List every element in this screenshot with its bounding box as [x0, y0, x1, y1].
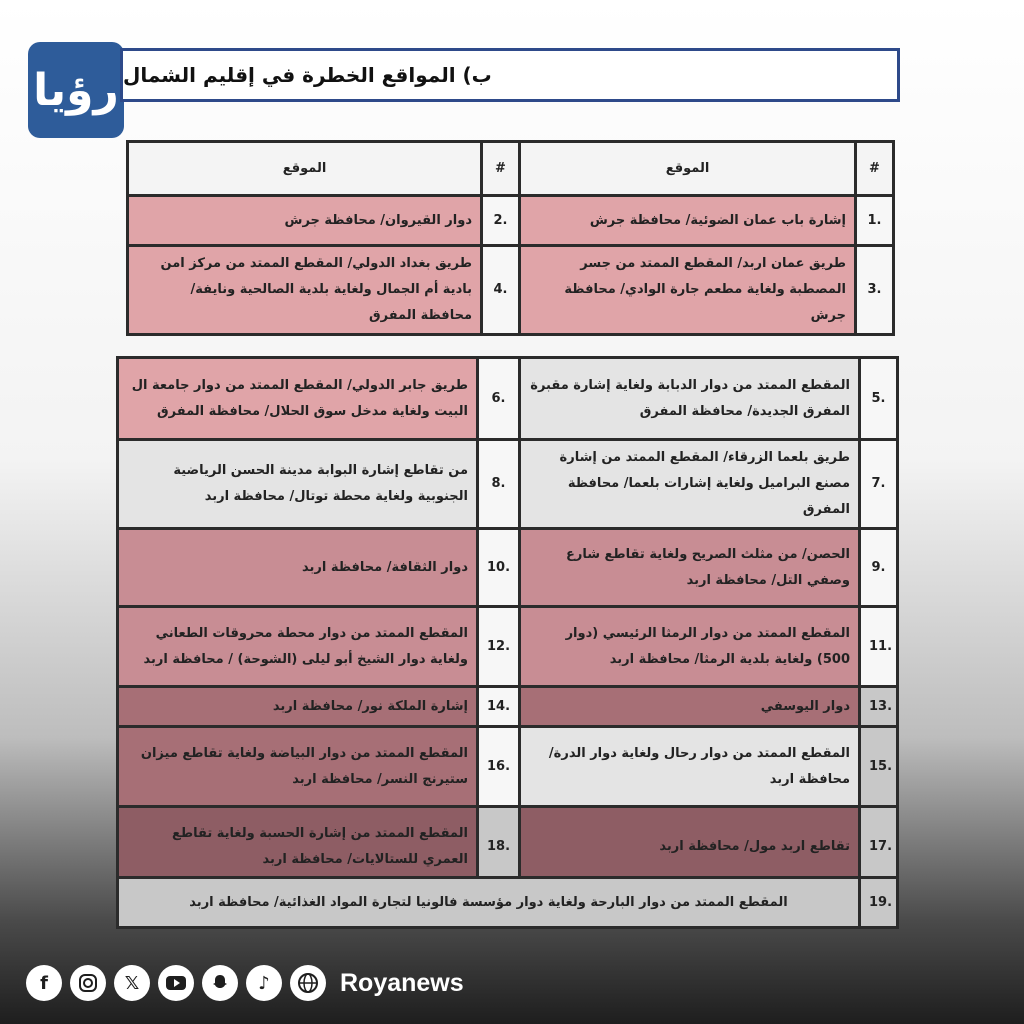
social-bar	[26, 964, 464, 1002]
location-cell: إشارة الملكة نور/ محافظة اربد	[118, 687, 478, 727]
location-cell: المقطع الممتد من دوار محطة محروقات الطعاني ولغاية دوار الشيخ أبو ليلى (الشوحة) / محافظة اربد	[118, 607, 478, 687]
number-cell: 2.	[482, 196, 520, 246]
location-cell: تقاطع اربد مول/ محافظة اربد	[520, 807, 860, 887]
number-cell: 3.	[856, 246, 894, 335]
number-cell: 5.	[860, 358, 898, 440]
instagram-icon[interactable]	[70, 965, 106, 1001]
number-cell: 16.	[478, 727, 520, 807]
locations-table-last	[116, 876, 899, 929]
location-cell: المقطع الممتد من دوار الرمثا الرئيسي (دوار 500) ولغاية بلدية الرمثا/ محافظة اربد	[520, 607, 860, 687]
logo-text: رؤيا	[33, 64, 119, 116]
table-row	[128, 246, 894, 335]
header-location-right: الموقع	[520, 142, 856, 196]
number-cell: 11.	[860, 607, 898, 687]
table-row	[118, 878, 898, 928]
location-cell: طريق بلعما الزرقاء/ المقطع الممتد من إشارة مصنع البراميل ولغاية إشارات بلعما/ محافظة المفرق	[520, 440, 860, 529]
table-row	[118, 607, 898, 687]
header-location-left: الموقع	[128, 142, 482, 196]
table-row	[118, 440, 898, 529]
number-cell: 6.	[478, 358, 520, 440]
number-cell: 10.	[478, 529, 520, 607]
globe-icon[interactable]	[290, 965, 326, 1001]
location-cell: دوار الثقافة/ محافظة اربد	[118, 529, 478, 607]
royanews-logo	[28, 42, 124, 138]
number-cell: 9.	[860, 529, 898, 607]
snapchat-icon[interactable]	[202, 965, 238, 1001]
location-cell: المقطع الممتد من دوار البياضة ولغاية تقاطع ميزان ستيرنج النسر/ محافظة اربد	[118, 727, 478, 807]
brand-name: Royanews	[340, 968, 464, 997]
header-number-left: #	[482, 142, 520, 196]
location-cell: طريق بغداد الدولي/ المقطع الممتد من مركز امن بادية أم الجمال ولغاية بلدية الصالحية ونايفة/ محافظة المفرق	[128, 246, 482, 335]
number-cell: 15.	[860, 727, 898, 807]
locations-table-bottom	[116, 356, 899, 888]
location-cell: إشارة باب عمان الضوئية/ محافظة جرش	[520, 196, 856, 246]
locations-table-top	[126, 140, 895, 336]
facebook-icon[interactable]: f	[26, 965, 62, 1001]
location-cell: من تقاطع إشارة البوابة مدينة الحسن الرياضية الجنوبية ولغاية محطة توتال/ محافظة اربد	[118, 440, 478, 529]
table-row	[118, 727, 898, 807]
tiktok-icon[interactable]: ♪	[246, 965, 282, 1001]
table-row	[118, 358, 898, 440]
number-cell: 1.	[856, 196, 894, 246]
location-cell: دوار اليوسفي	[520, 687, 860, 727]
location-cell: طريق عمان اربد/ المقطع الممتد من جسر المصطبة ولغاية مطعم جارة الوادي/ محافظة جرش	[520, 246, 856, 335]
number-cell: 4.	[482, 246, 520, 335]
header-number-right: #	[856, 142, 894, 196]
location-cell: المقطع الممتد من دوار الدبابة ولغاية إشارة مقبرة المفرق الجديدة/ محافظة المفرق	[520, 358, 860, 440]
heading-text: ب) المواقع الخطرة في إقليم الشمال	[123, 63, 492, 87]
number-cell: 14.	[478, 687, 520, 727]
table-row	[128, 196, 894, 246]
number-cell: 13.	[860, 687, 898, 727]
location-cell: دوار القيروان/ محافظة جرش	[128, 196, 482, 246]
table-row	[118, 529, 898, 607]
section-heading	[120, 48, 900, 102]
table-row	[118, 807, 898, 887]
number-cell: 19.	[860, 878, 898, 928]
number-cell: 17.	[860, 807, 898, 887]
number-cell: 12.	[478, 607, 520, 687]
location-cell: المقطع الممتد من إشارة الحسبة ولغاية تقاطع العمري للستالايات/ محافظة اربد	[118, 807, 478, 887]
location-cell: طريق جابر الدولي/ المقطع الممتد من دوار جامعة ال البيت ولغاية مدخل سوق الحلال/ محافظة المفرق	[118, 358, 478, 440]
number-cell: 7.	[860, 440, 898, 529]
location-cell: الحصن/ من مثلث الصريح ولغاية تقاطع شارع وصفي التل/ محافظة اربد	[520, 529, 860, 607]
number-cell: 8.	[478, 440, 520, 529]
location-cell: المقطع الممتد من دوار البارحة ولغاية دوار مؤسسة فالونيا لتجارة المواد الغذائية/ محافظة اربد	[118, 878, 860, 928]
number-cell: 18.	[478, 807, 520, 887]
location-cell: المقطع الممتد من دوار رحال ولغاية دوار الدرة/ محافظة اربد	[520, 727, 860, 807]
youtube-icon[interactable]	[158, 965, 194, 1001]
table-row	[118, 687, 898, 727]
x-icon[interactable]: 𝕏	[114, 965, 150, 1001]
